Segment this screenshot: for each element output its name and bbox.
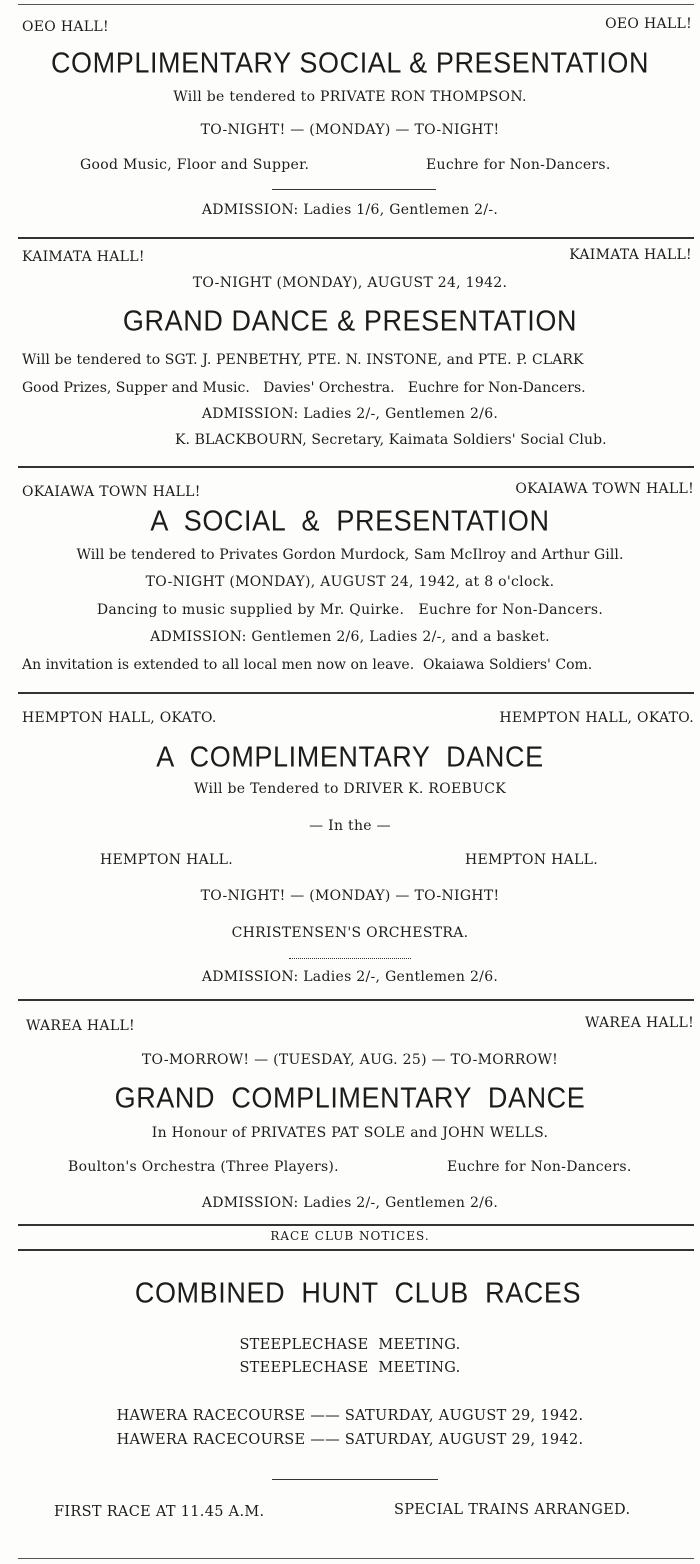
oeo-tendered: Will be tendered to PRIVATE RON THOMPSON.: [173, 89, 527, 105]
hempton-hall-left: HEMPTON HALL, OKATO.: [22, 710, 217, 726]
warea-euchre: Euchre for Non-Dancers.: [447, 1159, 632, 1175]
race-meeting-2: STEEPLECHASE MEETING.: [239, 1360, 461, 1376]
okaiawa-tendered: Will be tendered to Privates Gordon Murdock, Sam McIlroy and Arthur Gill.: [76, 547, 624, 563]
okaiawa-title: A SOCIAL & PRESENTATION: [150, 505, 550, 537]
divider-1: [18, 237, 694, 239]
warea-hall-left: WAREA HALL!: [26, 1018, 135, 1034]
hempton-hall2-right: HEMPTON HALL.: [465, 852, 598, 868]
divider-2: [18, 466, 694, 468]
hempton-hall2-left: HEMPTON HALL.: [100, 852, 233, 868]
hempton-in-the: — In the —: [309, 818, 391, 834]
race-first-race: FIRST RACE AT 11.45 A.M.: [54, 1504, 265, 1520]
hempton-tendered: Will be Tendered to DRIVER K. ROEBUCK: [194, 781, 506, 797]
hempton-hall-right: HEMPTON HALL, OKATO.: [499, 710, 694, 726]
divider-4: [18, 999, 694, 1001]
warea-hall-right: WAREA HALL!: [585, 1015, 694, 1031]
okaiawa-hall-left: OKAIAWA TOWN HALL!: [22, 484, 201, 500]
divider-3: [18, 692, 694, 694]
oeo-hall-right: OEO HALL!: [605, 16, 692, 32]
kaimata-tendered: Will be tendered to SGT. J. PENBETHY, PTE. N. INSTONE, and PTE. P. CLARK: [22, 352, 584, 368]
race-title: COMBINED HUNT CLUB RACES: [134, 1277, 582, 1309]
okaiawa-admission: ADMISSION: Gentlemen 2/6, Ladies 2/-, and a basket.: [150, 629, 550, 645]
oeo-title: COMPLIMENTARY SOCIAL & PRESENTATION: [50, 47, 650, 79]
oeo-short-rule: [272, 189, 436, 190]
okaiawa-hall-right: OKAIAWA TOWN HALL!: [515, 481, 694, 497]
hempton-title: A COMPLIMENTARY DANCE: [156, 741, 544, 773]
kaimata-date: TO-NIGHT (MONDAY), AUGUST 24, 1942.: [192, 275, 508, 291]
hempton-tonight: TO-NIGHT! — (MONDAY) — TO-NIGHT!: [200, 888, 500, 904]
race-trains: SPECIAL TRAINS ARRANGED.: [394, 1502, 631, 1518]
race-venue-1: HAWERA RACECOURSE —— SATURDAY, AUGUST 29, 1942.: [116, 1408, 584, 1424]
okaiawa-dancing: Dancing to music supplied by Mr. Quirke. Euchre for Non-Dancers.: [96, 602, 604, 618]
divider-5: [18, 1224, 694, 1226]
warea-orchestra: Boulton's Orchestra (Three Players).: [68, 1159, 339, 1175]
okaiawa-date: TO-NIGHT (MONDAY), AUGUST 24, 1942, at 8 o'clock.: [145, 574, 555, 590]
race-venue-2: HAWERA RACECOURSE —— SATURDAY, AUGUST 29, 1942.: [116, 1432, 584, 1448]
oeo-euchre: Euchre for Non-Dancers.: [426, 157, 611, 173]
kaimata-hall-left: KAIMATA HALL!: [22, 249, 145, 265]
kaimata-hall-right: KAIMATA HALL!: [569, 247, 692, 263]
kaimata-prizes: Good Prizes, Supper and Music. Davies' Orchestra. Euchre for Non-Dancers.: [22, 380, 586, 396]
bottom-rule: [18, 1558, 694, 1559]
warea-title: GRAND COMPLIMENTARY DANCE: [114, 1082, 586, 1114]
warea-admission: ADMISSION: Ladies 2/-, Gentlemen 2/6.: [201, 1195, 499, 1211]
oeo-music: Good Music, Floor and Supper.: [80, 157, 310, 173]
okaiawa-invitation: An invitation is extended to all local men now on leave. Okaiawa Soldiers' Com.: [22, 657, 593, 673]
warea-honour: In Honour of PRIVATES PAT SOLE and JOHN WELLS.: [151, 1125, 549, 1141]
hempton-admission: ADMISSION: Ladies 2/-, Gentlemen 2/6.: [201, 969, 499, 985]
oeo-hall-left: OEO HALL!: [22, 19, 109, 35]
top-rule: [18, 4, 694, 5]
race-header: RACE CLUB NOTICES.: [270, 1229, 430, 1243]
race-meeting-1: STEEPLECHASE MEETING.: [239, 1337, 461, 1353]
kaimata-title: GRAND DANCE & PRESENTATION: [122, 305, 578, 337]
oeo-admission: ADMISSION: Ladies 1/6, Gentlemen 2/-.: [201, 202, 499, 218]
hempton-short-rule: [289, 958, 411, 959]
kaimata-secretary: K. BLACKBOURN, Secretary, Kaimata Soldiers' Social Club.: [175, 432, 607, 448]
race-short-rule: [272, 1479, 438, 1480]
warea-date: TO-MORROW! — (TUESDAY, AUG. 25) — TO-MORROW!: [141, 1052, 559, 1068]
oeo-tonight: TO-NIGHT! — (MONDAY) — TO-NIGHT!: [200, 122, 500, 138]
kaimata-admission: ADMISSION: Ladies 2/-, Gentlemen 2/6.: [201, 406, 499, 422]
divider-6: [18, 1249, 694, 1251]
hempton-orchestra: CHRISTENSEN'S ORCHESTRA.: [231, 925, 469, 941]
